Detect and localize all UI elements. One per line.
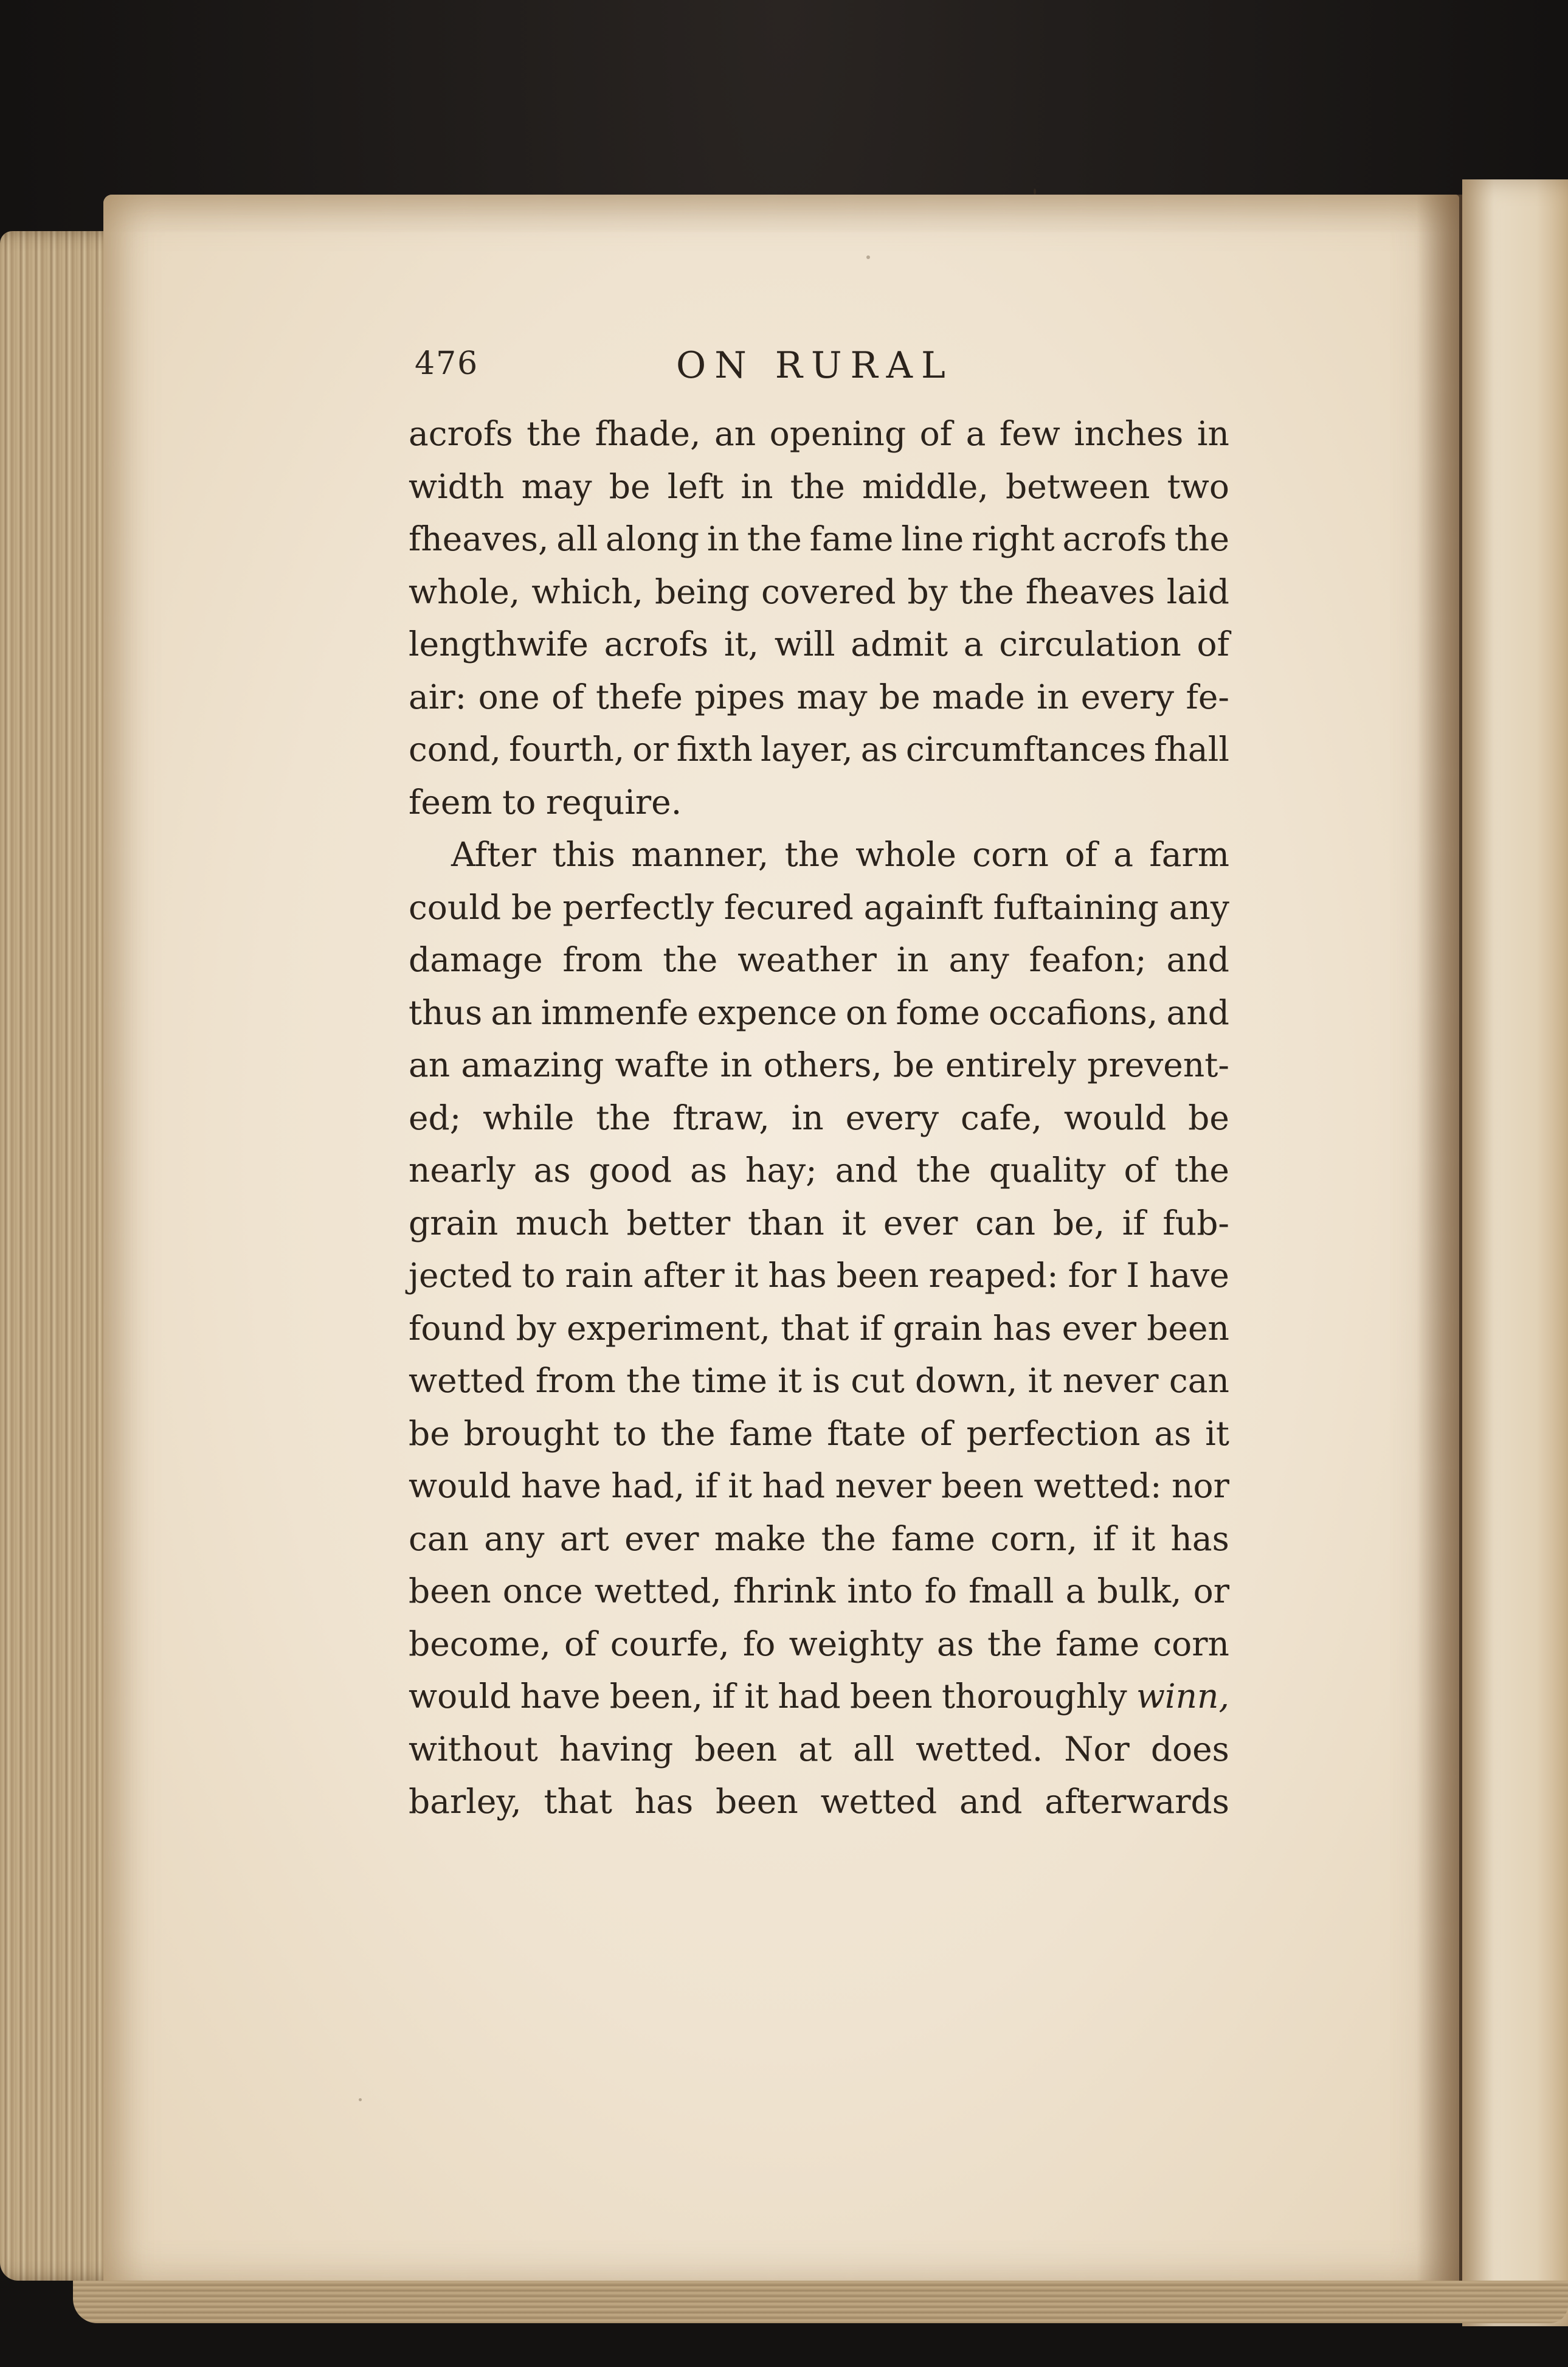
- word: wetted: [409, 1361, 525, 1400]
- word: perfection: [966, 1413, 1141, 1453]
- paper-speck: [866, 255, 870, 259]
- text-line: [409, 1302, 1229, 1355]
- word: circulation: [999, 625, 1181, 664]
- word: as: [690, 1151, 728, 1190]
- word: better: [626, 1203, 731, 1242]
- word: from: [535, 1361, 616, 1400]
- paper-speck: [1034, 189, 1036, 195]
- text-line: [409, 1144, 1229, 1197]
- word: would: [1063, 1098, 1167, 1137]
- word: laid: [1166, 572, 1229, 611]
- word: into: [847, 1572, 913, 1610]
- text-line: [409, 986, 1229, 1039]
- word: at: [798, 1729, 832, 1769]
- word: had: [778, 1677, 841, 1716]
- word: fhade,: [595, 414, 701, 453]
- word: of: [551, 677, 584, 716]
- word: whole: [855, 835, 956, 874]
- word: it,: [724, 625, 759, 664]
- word: fo: [924, 1572, 958, 1610]
- text-line: [409, 1460, 1229, 1513]
- page-edges-bottom: [73, 2281, 1568, 2323]
- word: been: [849, 1677, 933, 1716]
- word: every: [1080, 677, 1175, 716]
- word: without: [409, 1729, 538, 1769]
- word: be: [609, 466, 651, 506]
- word: prevent-: [1087, 1045, 1229, 1084]
- word: admit: [851, 625, 948, 664]
- body-text: [409, 407, 1229, 1828]
- word: few: [999, 414, 1060, 453]
- word: to: [522, 1256, 556, 1295]
- word: winn,: [1136, 1677, 1229, 1716]
- text-line: [409, 1513, 1229, 1565]
- word: been: [694, 1729, 778, 1769]
- word: be: [409, 1413, 450, 1453]
- text-line: [409, 618, 1229, 671]
- word: while: [483, 1098, 575, 1137]
- word: the: [527, 414, 582, 453]
- word: the: [821, 1519, 876, 1558]
- word: wetted:: [1034, 1466, 1162, 1505]
- word: has: [993, 1308, 1052, 1348]
- word: occafions,: [988, 993, 1158, 1032]
- word: of: [564, 1624, 597, 1663]
- word: if: [1122, 1203, 1145, 1242]
- word: could: [409, 887, 502, 927]
- word: fecured: [724, 887, 854, 927]
- word: it: [1027, 1361, 1052, 1400]
- text-line: [409, 1775, 1229, 1828]
- word: in: [1197, 414, 1229, 453]
- word: can: [409, 1519, 469, 1558]
- word: have: [520, 1466, 601, 1505]
- word: a: [1113, 835, 1133, 874]
- word: be,: [1052, 1203, 1105, 1242]
- word: fixth: [676, 730, 753, 769]
- word: After: [451, 835, 537, 874]
- word: others,: [763, 1045, 882, 1084]
- text-line: [409, 460, 1229, 513]
- word: inches: [1074, 414, 1184, 453]
- text-line: [409, 1565, 1229, 1618]
- paper-speck: [359, 2098, 362, 2101]
- word: perfectly: [562, 887, 714, 927]
- word: any: [948, 940, 1009, 979]
- word: the: [596, 1098, 651, 1137]
- word: be: [879, 677, 920, 716]
- word: every: [845, 1098, 939, 1137]
- word: would: [409, 1466, 511, 1505]
- word: cut: [851, 1361, 905, 1400]
- text-line: [409, 1618, 1229, 1671]
- word: down,: [915, 1361, 1018, 1400]
- word: grain: [409, 1203, 499, 1242]
- word: quality: [989, 1151, 1106, 1190]
- word: wetted: [820, 1782, 938, 1821]
- word: fhrink: [733, 1572, 836, 1610]
- word: good: [589, 1151, 672, 1190]
- word: has: [768, 1256, 827, 1295]
- word: be: [1188, 1098, 1229, 1137]
- text-line: [409, 723, 1229, 776]
- word: as: [533, 1151, 571, 1190]
- word: can: [1169, 1361, 1229, 1400]
- word: it: [1131, 1519, 1156, 1558]
- word: barley,: [409, 1782, 522, 1821]
- word: bulk,: [1097, 1572, 1182, 1610]
- word: fhall: [1154, 730, 1229, 769]
- word: line: [901, 519, 964, 558]
- word: of: [920, 1413, 953, 1453]
- word: feem: [409, 782, 492, 822]
- word: fome: [896, 993, 980, 1032]
- word: can: [975, 1203, 1036, 1242]
- word: as: [936, 1624, 974, 1663]
- word: corn: [1153, 1624, 1229, 1663]
- word: it: [1205, 1413, 1229, 1453]
- right-page-edge: [1462, 179, 1568, 2326]
- word: acrofs: [409, 414, 513, 453]
- word: the: [1174, 1151, 1229, 1190]
- text-line: [409, 1407, 1229, 1460]
- word: been: [1147, 1308, 1229, 1348]
- word: and: [959, 1782, 1023, 1821]
- word: wetted.: [916, 1729, 1043, 1769]
- word: a: [965, 414, 986, 453]
- word: become,: [409, 1624, 551, 1663]
- word: been: [716, 1782, 798, 1821]
- word: it: [841, 1203, 866, 1242]
- text-line: [409, 1249, 1229, 1302]
- word: the: [663, 940, 718, 979]
- word: a: [963, 625, 984, 664]
- word: fourth,: [509, 730, 625, 769]
- running-title: ON RURAL: [676, 344, 954, 387]
- word: if: [712, 1677, 736, 1716]
- page-content: [409, 341, 1229, 1861]
- word: and: [1166, 940, 1229, 979]
- word: if: [1093, 1519, 1116, 1558]
- word: been: [409, 1572, 491, 1610]
- word: once: [502, 1572, 583, 1610]
- word: or: [1193, 1572, 1229, 1610]
- word: thefe: [595, 677, 683, 716]
- word: in: [706, 519, 739, 558]
- word: farm: [1149, 835, 1229, 874]
- word: may: [796, 677, 868, 716]
- word: any: [1169, 887, 1229, 927]
- word: cond,: [409, 730, 502, 769]
- word: the: [790, 466, 845, 506]
- word: found: [409, 1308, 506, 1348]
- page-number: 476: [415, 345, 479, 382]
- word: be: [893, 1045, 934, 1084]
- word: which,: [531, 572, 644, 611]
- word: entirely: [945, 1045, 1077, 1084]
- word: fmall: [969, 1572, 1054, 1610]
- word: wetted,: [594, 1572, 722, 1610]
- word: would: [409, 1677, 511, 1716]
- word: ed;: [409, 1098, 461, 1137]
- word: brought: [463, 1413, 599, 1453]
- word: any: [484, 1519, 545, 1558]
- word: had,: [611, 1466, 685, 1505]
- word: all: [556, 519, 598, 558]
- word: fe-: [1186, 677, 1229, 716]
- word: corn: [972, 835, 1049, 874]
- word: of: [1124, 1151, 1156, 1190]
- word: it: [734, 1256, 759, 1295]
- word: for: [1068, 1256, 1117, 1295]
- word: to: [502, 782, 536, 822]
- word: wafte: [615, 1045, 710, 1084]
- word: and: [1166, 993, 1229, 1032]
- running-head: [409, 341, 1229, 395]
- text-line: [409, 671, 1229, 724]
- text-line: [409, 1197, 1229, 1250]
- word: does: [1150, 1729, 1229, 1769]
- word: has: [634, 1782, 694, 1821]
- word: left: [667, 466, 724, 506]
- word: rain: [565, 1256, 634, 1295]
- word: it: [728, 1466, 753, 1505]
- word: the: [1174, 519, 1229, 558]
- word: had: [762, 1466, 826, 1505]
- word: made: [932, 677, 1025, 716]
- text-line: [409, 828, 1229, 881]
- text-line: [409, 407, 1229, 460]
- word: ftate: [827, 1413, 907, 1453]
- word: reaped:: [928, 1256, 1059, 1295]
- word: as: [1154, 1413, 1192, 1453]
- word: in: [741, 466, 773, 506]
- word: if: [694, 1466, 718, 1505]
- word: as: [860, 730, 898, 769]
- text-line: [409, 776, 1229, 829]
- text-line: [409, 566, 1229, 619]
- word: to: [613, 1413, 647, 1453]
- text-line: [409, 513, 1229, 566]
- word: between: [1005, 466, 1150, 506]
- word: all: [853, 1729, 895, 1769]
- text-line: [409, 1354, 1229, 1407]
- word: circumftances: [905, 730, 1147, 769]
- text-line: [409, 1723, 1229, 1776]
- word: an: [714, 414, 756, 453]
- word: ever: [883, 1203, 958, 1242]
- word: and: [835, 1151, 899, 1190]
- word: lengthwife: [409, 625, 589, 664]
- word: damage: [409, 940, 543, 979]
- word: of: [919, 414, 953, 453]
- word: make: [714, 1519, 806, 1558]
- word: after: [643, 1256, 725, 1295]
- word: an: [491, 993, 533, 1032]
- word: be: [511, 887, 553, 927]
- word: thus: [409, 993, 483, 1032]
- word: feafon;: [1029, 940, 1147, 979]
- text-line: [409, 881, 1229, 934]
- word: fame: [809, 519, 894, 558]
- word: the: [784, 835, 840, 874]
- word: have: [1149, 1256, 1229, 1295]
- word: the: [916, 1151, 971, 1190]
- word: courfe,: [610, 1624, 730, 1663]
- word: thoroughly: [941, 1677, 1127, 1716]
- word: never: [1062, 1361, 1159, 1400]
- word: a: [1065, 1572, 1086, 1610]
- word: or: [632, 730, 669, 769]
- word: of: [1197, 625, 1229, 664]
- word: it: [778, 1361, 802, 1400]
- word: manner,: [631, 835, 769, 874]
- word: the: [987, 1624, 1043, 1663]
- word: by: [516, 1308, 556, 1348]
- text-line: [409, 1039, 1229, 1092]
- word: one: [478, 677, 540, 716]
- word: two: [1167, 466, 1229, 506]
- word: weighty: [789, 1624, 924, 1663]
- word: fo: [742, 1624, 776, 1663]
- word: along: [606, 519, 700, 558]
- word: I: [1126, 1256, 1140, 1295]
- word: fame: [891, 1519, 975, 1558]
- word: will: [774, 625, 835, 664]
- word: weather: [737, 940, 877, 979]
- word: corn,: [990, 1519, 1078, 1558]
- word: in: [1037, 677, 1069, 716]
- word: pipes: [694, 677, 786, 716]
- word: width: [409, 466, 505, 506]
- word: never: [835, 1466, 931, 1505]
- word: that: [544, 1782, 612, 1821]
- word: againft: [863, 887, 983, 927]
- text-line: [409, 934, 1229, 986]
- word: much: [516, 1203, 609, 1242]
- word: immenfe: [541, 993, 689, 1032]
- word: the: [747, 519, 802, 558]
- word: been: [836, 1256, 919, 1295]
- word: afterwards: [1045, 1782, 1229, 1821]
- word: whole,: [409, 572, 520, 611]
- word: if: [859, 1308, 883, 1348]
- word: covered: [761, 572, 896, 611]
- word: in: [791, 1098, 824, 1137]
- word: that: [781, 1308, 849, 1348]
- word: may: [521, 466, 592, 506]
- word: right: [972, 519, 1055, 558]
- word: fub-: [1162, 1203, 1229, 1242]
- word: has: [1170, 1519, 1229, 1558]
- word: fame: [1055, 1624, 1140, 1663]
- word: from: [562, 940, 643, 979]
- word: fame: [729, 1413, 813, 1453]
- word: been,: [609, 1677, 703, 1716]
- text-line: [409, 1670, 1229, 1723]
- word: time: [691, 1361, 767, 1400]
- word: is: [812, 1361, 841, 1400]
- word: an: [409, 1045, 451, 1084]
- word: have: [520, 1677, 601, 1716]
- word: middle,: [862, 466, 989, 506]
- word: Nor: [1064, 1729, 1130, 1769]
- word: this: [552, 835, 615, 874]
- word: been: [941, 1466, 1024, 1505]
- word: acrofs: [604, 625, 709, 664]
- word: hay;: [745, 1151, 817, 1190]
- word: grain: [893, 1308, 983, 1348]
- word: the: [660, 1413, 716, 1453]
- word: ever: [624, 1519, 699, 1558]
- word: ftraw,: [672, 1098, 770, 1137]
- word: in: [720, 1045, 753, 1084]
- word: on: [845, 993, 888, 1032]
- word: opening: [769, 414, 907, 453]
- word: air:: [409, 677, 467, 716]
- word: layer,: [761, 730, 853, 769]
- word: in: [896, 940, 929, 979]
- word: the: [626, 1361, 682, 1400]
- word: require.: [545, 782, 682, 822]
- text-line: [409, 1092, 1229, 1145]
- word: nor: [1172, 1466, 1229, 1505]
- word: art: [559, 1519, 609, 1558]
- word: having: [559, 1729, 674, 1769]
- word: fheaves: [1025, 572, 1155, 611]
- word: than: [748, 1203, 824, 1242]
- word: acrofs: [1062, 519, 1167, 558]
- word: expence: [697, 993, 837, 1032]
- word: by: [907, 572, 948, 611]
- word: fuftaining: [993, 887, 1159, 927]
- word: of: [1065, 835, 1097, 874]
- word: cafe,: [961, 1098, 1042, 1137]
- word: nearly: [409, 1151, 516, 1190]
- word: being: [655, 572, 750, 611]
- word: it: [744, 1677, 769, 1716]
- word: jected: [409, 1256, 513, 1295]
- word: amazing: [461, 1045, 604, 1084]
- word: the: [959, 572, 1014, 611]
- word: fheaves,: [409, 519, 549, 558]
- word: ever: [1062, 1308, 1137, 1348]
- word: experiment,: [567, 1308, 770, 1348]
